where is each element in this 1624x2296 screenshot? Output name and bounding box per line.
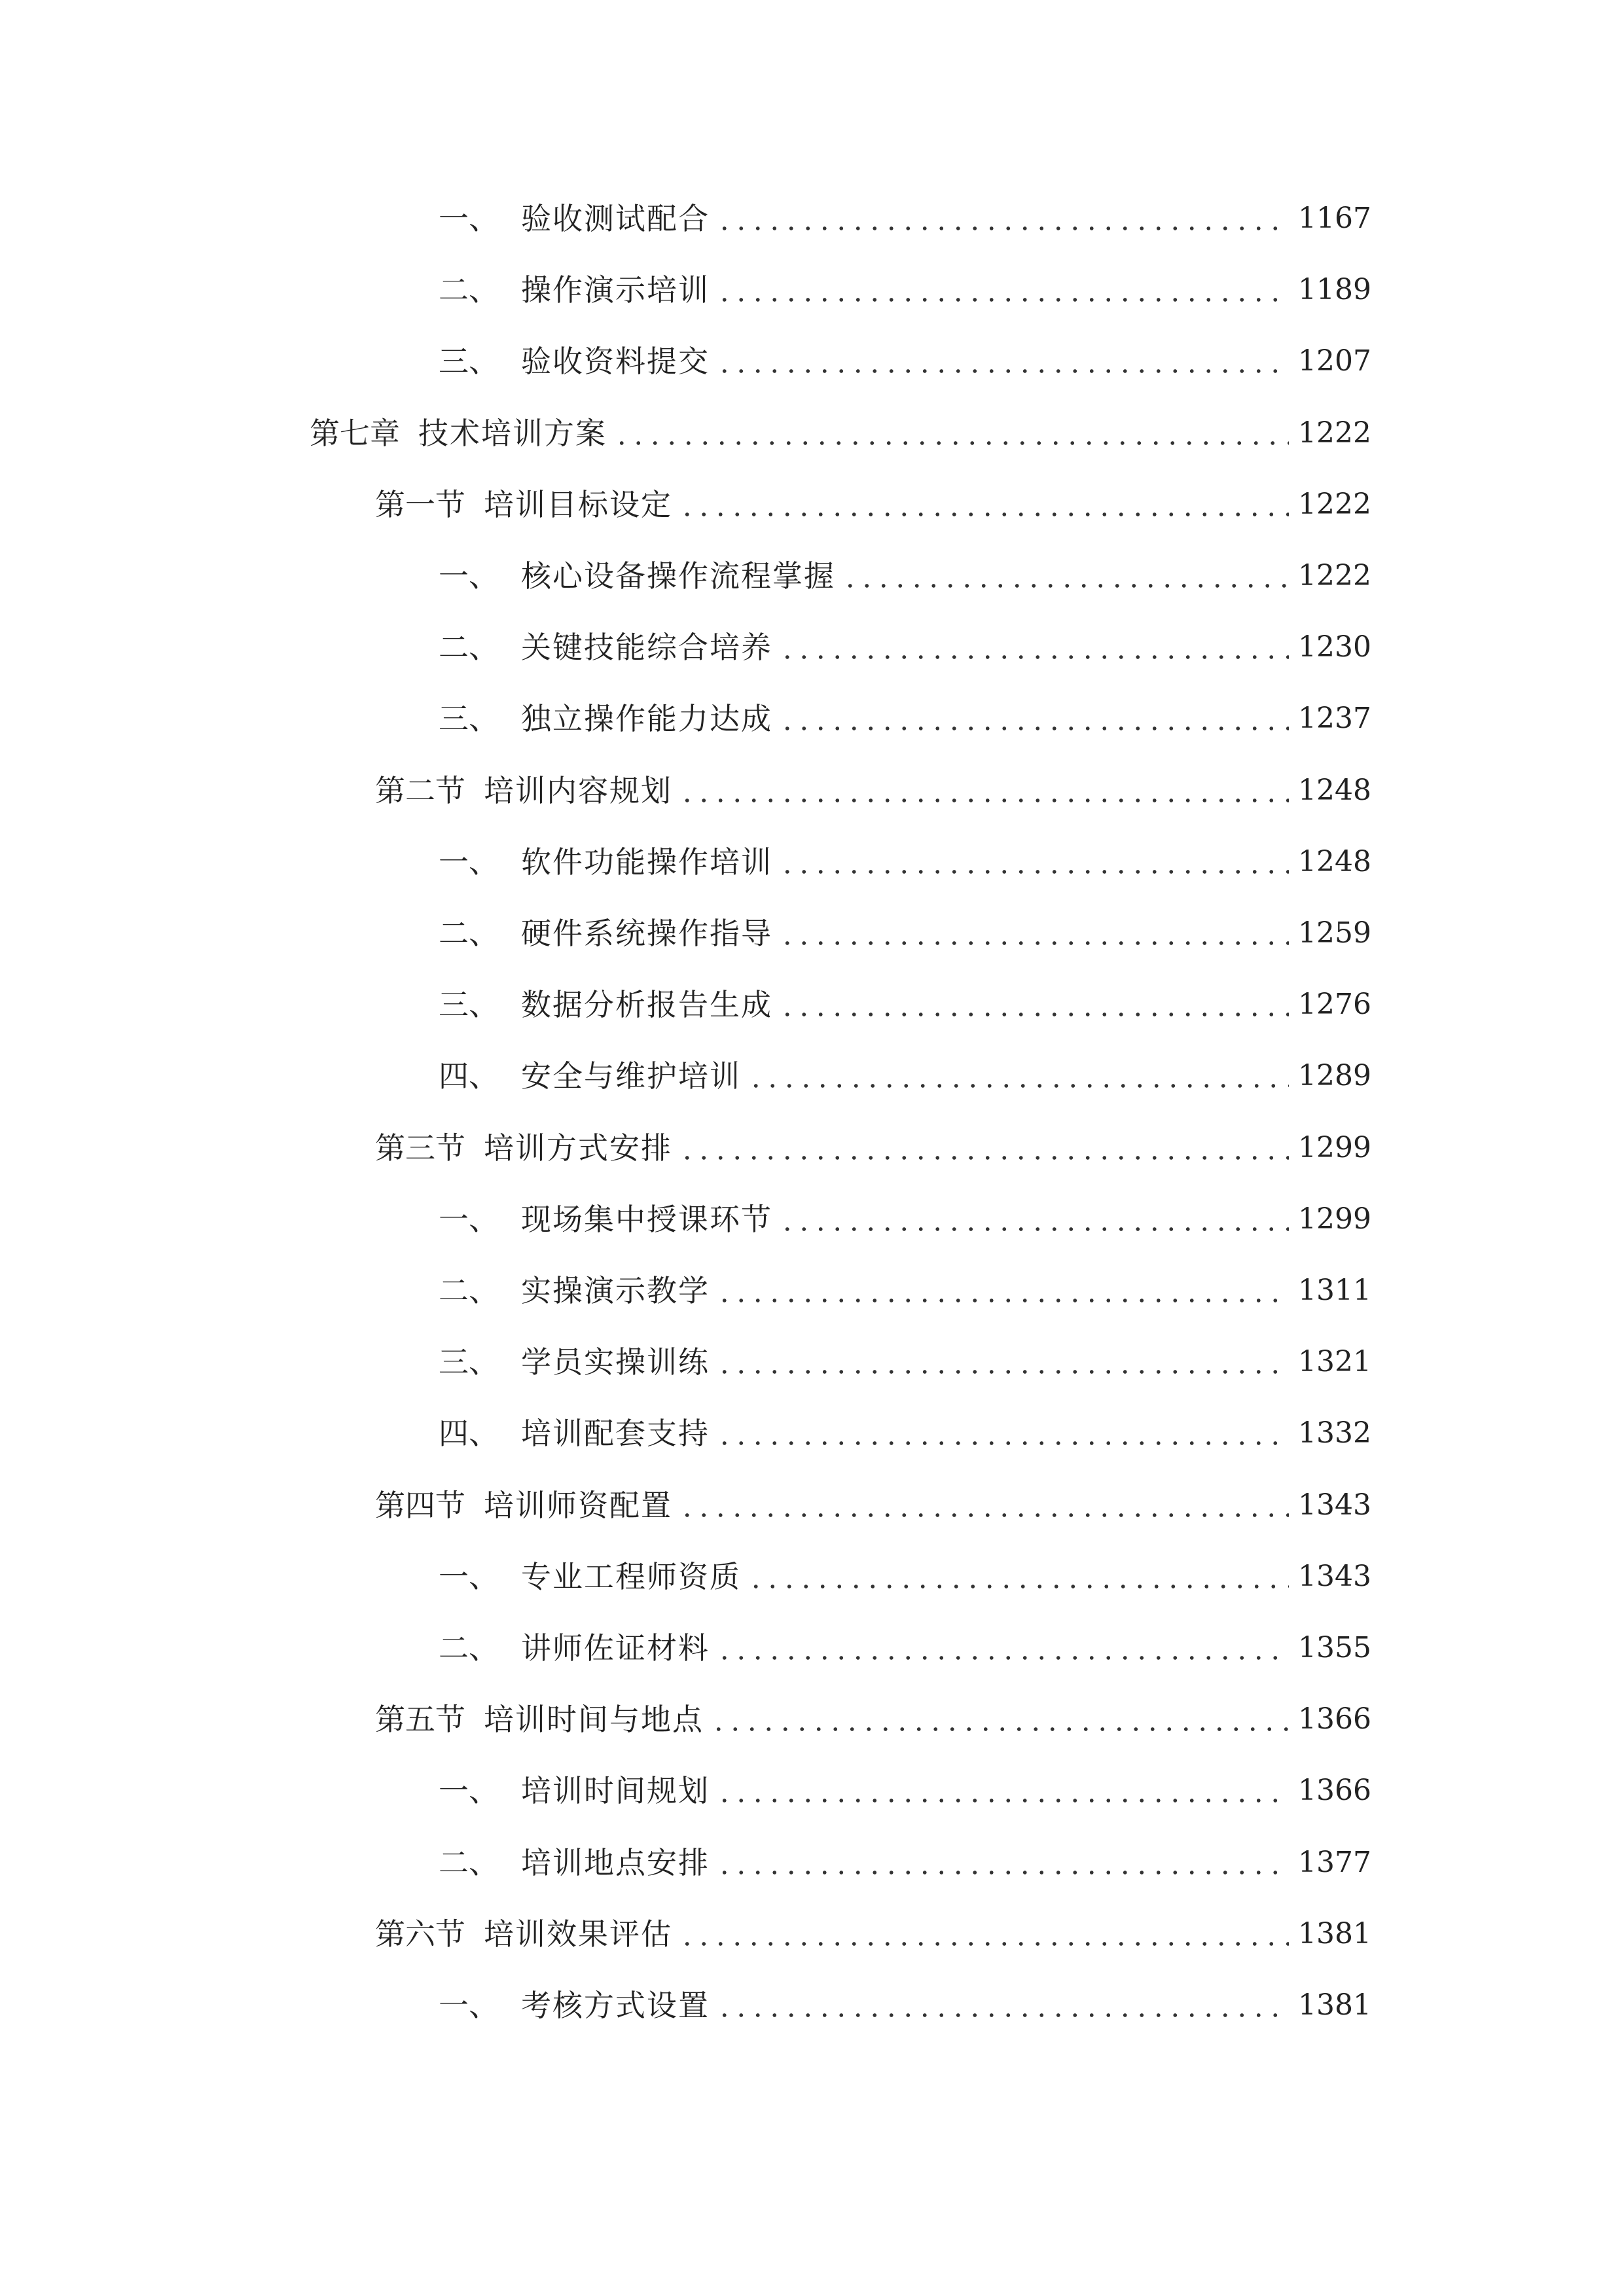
toc-entry-page-number: 1321	[1298, 1345, 1371, 1378]
toc-entry-title: 实操演示教学	[521, 1273, 710, 1308]
toc-entry-title: 培训内容规划	[484, 773, 672, 808]
dot-leader	[748, 1551, 1289, 1603]
toc-entry-title: 培训方式安排	[484, 1130, 672, 1166]
dot-leader	[679, 1122, 1289, 1174]
toc-entry-number: 一、	[439, 1988, 499, 2023]
toc-entry-number: 二、	[439, 630, 499, 665]
toc-entry-page-number: 1381	[1298, 1917, 1371, 1950]
toc-entry-title: 现场集中授课环节	[521, 1202, 772, 1237]
toc-entry-number: 三、	[439, 701, 499, 736]
toc-entry-number: 四、	[439, 1416, 499, 1451]
toc-entry-number: 二、	[439, 1845, 499, 1880]
toc-entry-title: 培训配套支持	[521, 1416, 710, 1451]
dot-leader	[679, 764, 1289, 817]
toc-entry-number: 三、	[439, 987, 499, 1022]
dot-leader	[779, 1193, 1289, 1246]
toc-entry-title: 数据分析报告生成	[521, 987, 772, 1022]
toc-entry[interactable]	[439, 836, 1371, 888]
toc-entry-section[interactable]	[375, 478, 1371, 531]
toc-entry-page-number: 1343	[1298, 1488, 1371, 1522]
toc-entry-title: 独立操作能力达成	[521, 701, 772, 736]
toc-entry[interactable]	[439, 1407, 1371, 1460]
toc-entry[interactable]	[439, 550, 1371, 602]
toc-entry-number: 第七章	[310, 416, 400, 451]
toc-entry-title: 培训目标设定	[484, 487, 672, 522]
toc-entry-number: 三、	[439, 344, 499, 379]
toc-entry-title: 操作演示培训	[521, 272, 710, 308]
toc-entry[interactable]	[439, 1551, 1371, 1603]
toc-entry-page-number: 1377	[1298, 1846, 1371, 1879]
toc-entry-page-number: 1259	[1298, 916, 1371, 950]
dot-leader	[716, 264, 1289, 316]
dot-leader	[716, 1979, 1289, 2032]
toc-entry-page-number: 1222	[1298, 416, 1371, 450]
dot-leader	[779, 978, 1289, 1031]
dot-leader	[679, 1908, 1289, 1960]
toc-entry-section[interactable]	[375, 1693, 1371, 1746]
toc-entry-number: 第四节	[375, 1488, 465, 1523]
toc-entry-section[interactable]	[375, 1908, 1371, 1960]
toc-entry-section[interactable]	[375, 1122, 1371, 1174]
toc-entry-title: 培训时间与地点	[484, 1702, 704, 1737]
toc-entry[interactable]	[439, 192, 1371, 245]
dot-leader	[842, 550, 1289, 602]
dot-leader	[716, 1407, 1289, 1460]
dot-leader	[779, 907, 1289, 960]
toc-entry[interactable]	[439, 1336, 1371, 1388]
toc-entry-title: 培训地点安排	[521, 1845, 710, 1880]
toc-entry[interactable]	[439, 335, 1371, 387]
toc-entry[interactable]	[439, 1265, 1371, 1317]
toc-entry-page-number: 1237	[1298, 702, 1371, 735]
toc-entry-title: 培训效果评估	[484, 1916, 672, 1952]
toc-entry-page-number: 1299	[1298, 1131, 1371, 1164]
toc-entry-number: 四、	[439, 1058, 499, 1094]
toc-entry-page-number: 1381	[1298, 1988, 1371, 2022]
dot-leader	[716, 1336, 1289, 1388]
toc-entry[interactable]	[439, 1622, 1371, 1674]
toc-entry-number: 第五节	[375, 1702, 465, 1737]
toc-entry[interactable]	[439, 1837, 1371, 1889]
toc-entry-page-number: 1366	[1298, 1702, 1371, 1736]
dot-leader	[679, 1479, 1289, 1532]
toc-entry-page-number: 1355	[1298, 1631, 1371, 1664]
dot-leader	[716, 192, 1289, 245]
toc-entry-number: 二、	[439, 272, 499, 308]
toc-entry-number: 一、	[439, 1773, 499, 1808]
toc-entry-page-number: 1343	[1298, 1560, 1371, 1593]
toc-entry-title: 学员实操训练	[521, 1344, 710, 1380]
toc-entry-title: 关键技能综合培养	[521, 630, 772, 665]
toc-entry-title: 软件功能操作培训	[521, 844, 772, 880]
toc-entry-title: 验收测试配合	[521, 201, 710, 236]
toc-entry-page-number: 1189	[1298, 273, 1371, 306]
toc-entry-number: 二、	[439, 1273, 499, 1308]
dot-leader	[779, 692, 1289, 745]
dot-leader	[716, 1837, 1289, 1889]
toc-entry[interactable]	[439, 621, 1371, 673]
toc-entry-page-number: 1332	[1298, 1416, 1371, 1450]
toc-entry-number: 一、	[439, 1202, 499, 1237]
toc-entry-number: 第二节	[375, 773, 465, 808]
toc-entry-number: 一、	[439, 1559, 499, 1594]
toc-entry-title: 安全与维护培训	[521, 1058, 741, 1094]
toc-entry-page-number: 1230	[1298, 630, 1371, 664]
toc-entry[interactable]	[439, 1193, 1371, 1246]
toc-entry-number: 二、	[439, 916, 499, 951]
toc-entry-number: 第六节	[375, 1916, 465, 1952]
toc-entry-page-number: 1207	[1298, 344, 1371, 378]
toc-entry-page-number: 1222	[1298, 559, 1371, 592]
toc-entry[interactable]	[439, 978, 1371, 1031]
toc-entry-section[interactable]	[375, 764, 1371, 817]
toc-entry-number: 一、	[439, 558, 499, 594]
toc-entry-page-number: 1276	[1298, 988, 1371, 1021]
toc-entry-section[interactable]	[375, 1479, 1371, 1532]
toc-entry-title: 专业工程师资质	[521, 1559, 741, 1594]
toc-entry-page-number: 1366	[1298, 1774, 1371, 1807]
dot-leader	[716, 1622, 1289, 1674]
toc-entry-title: 培训师资配置	[484, 1488, 672, 1523]
toc-entry[interactable]	[439, 1765, 1371, 1817]
dot-leader	[748, 1050, 1289, 1102]
toc-entry[interactable]	[439, 1050, 1371, 1102]
toc-entry-title: 考核方式设置	[521, 1988, 710, 2023]
toc-entry-title: 核心设备操作流程掌握	[521, 558, 835, 594]
toc-entry-number: 一、	[439, 201, 499, 236]
dot-leader	[710, 1693, 1289, 1746]
toc-entry-page-number: 1289	[1298, 1059, 1371, 1092]
toc-entry-page-number: 1248	[1298, 774, 1371, 807]
dot-leader	[716, 1265, 1289, 1317]
toc-entry-title: 培训时间规划	[521, 1773, 710, 1808]
toc-entry-page-number: 1167	[1298, 202, 1371, 235]
toc-entry-number: 三、	[439, 1344, 499, 1380]
toc-entry-number: 第一节	[375, 487, 465, 522]
toc-entry[interactable]	[439, 692, 1371, 745]
toc-entry-number: 第三节	[375, 1130, 465, 1166]
dot-leader	[613, 407, 1289, 459]
dot-leader	[779, 621, 1289, 673]
toc-entry[interactable]	[439, 264, 1371, 316]
dot-leader	[716, 335, 1289, 387]
toc-entry[interactable]	[439, 1979, 1371, 2032]
toc-entry-page-number: 1248	[1298, 845, 1371, 878]
dot-leader	[779, 836, 1289, 888]
toc-entry-title: 硬件系统操作指导	[521, 916, 772, 951]
dot-leader	[716, 1765, 1289, 1817]
toc-entry-page-number: 1299	[1298, 1202, 1371, 1236]
toc-entry-title: 技术培训方案	[418, 416, 607, 451]
dot-leader	[679, 478, 1289, 531]
toc-entry-number: 二、	[439, 1630, 499, 1666]
toc-entry-title: 讲师佐证材料	[521, 1630, 710, 1666]
toc-entry[interactable]	[439, 907, 1371, 960]
toc-entry-page-number: 1222	[1298, 488, 1371, 521]
toc-entry-number: 一、	[439, 844, 499, 880]
toc-entry-page-number: 1311	[1298, 1274, 1371, 1307]
toc-entry-title: 验收资料提交	[521, 344, 710, 379]
toc-entry-chapter[interactable]	[310, 407, 1371, 459]
